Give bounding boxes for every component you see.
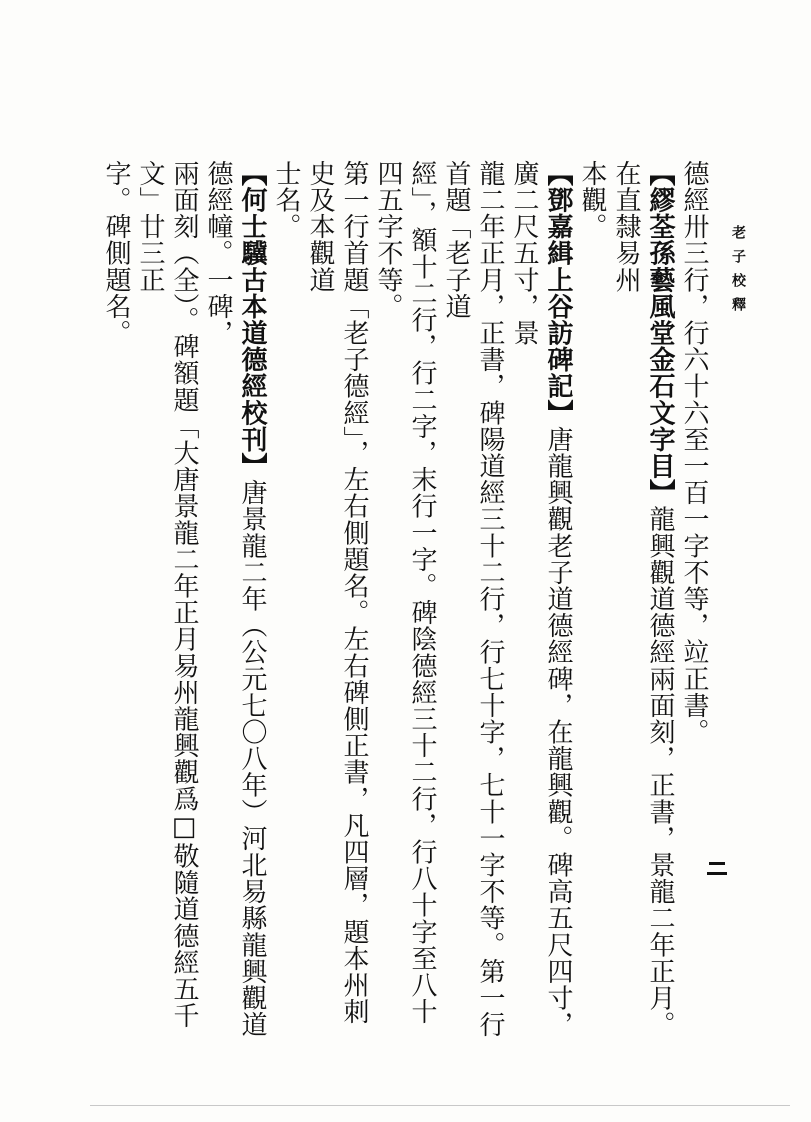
text-line: 本觀。 bbox=[577, 160, 607, 240]
text-line: 字。碑側題名。 bbox=[101, 160, 131, 347]
text-line: 德經卅三行，行六十六至一百一字不等，竝正書。 bbox=[679, 160, 709, 746]
text-line: 【鄧嘉緝上谷訪碑記】唐龍興觀老子道德經碑，在龍興觀。碑高五尺四寸，廣二尺五寸，景 bbox=[509, 160, 573, 1038]
bottom-edge-line bbox=[90, 1105, 790, 1106]
vertical-text-body bbox=[99, 160, 711, 1040]
text-line: 【何士驥古本道德經校刊】唐景龍二年（公元七〇八年）河北易縣龍興觀道德經幢。一碑， bbox=[203, 160, 267, 1038]
text-line: 龍二年正月，正書，碑陽道經三十二行，行七十字，七十一字不等。第一行首題「老子道 bbox=[441, 160, 505, 1038]
text-line: 【繆荃孫藝風堂金石文字目】龍興觀道德經兩面刻，正書，景龍二年正月。在直隸易州 bbox=[611, 160, 675, 1038]
page-number-stroke-top bbox=[709, 862, 725, 865]
text-line: 經」，額十二行，行二字，末行一字。碑陰德經三十二行，行八十字至八十四五字不等。 bbox=[373, 160, 437, 1025]
source-citation: 【繆荃孫藝風堂金石文字目】 bbox=[645, 160, 675, 506]
source-citation: 【鄧嘉緝上谷訪碑記】 bbox=[543, 160, 573, 426]
text-line: 兩面刻（全）。碑額題「大唐景龍二年正月易州龍興觀爲□敬隨道德經五千文」廿三正 bbox=[135, 160, 199, 1029]
source-citation: 【何士驥古本道德經校刊】 bbox=[237, 160, 267, 480]
text-line: 第一行首題「老子德經」，左右側題名。左右碑側正書，凡四層，題本州刺史及本觀道 bbox=[305, 160, 369, 1025]
running-header-title: 老子校釋 bbox=[730, 225, 746, 321]
text-line: 士名。 bbox=[271, 160, 301, 240]
